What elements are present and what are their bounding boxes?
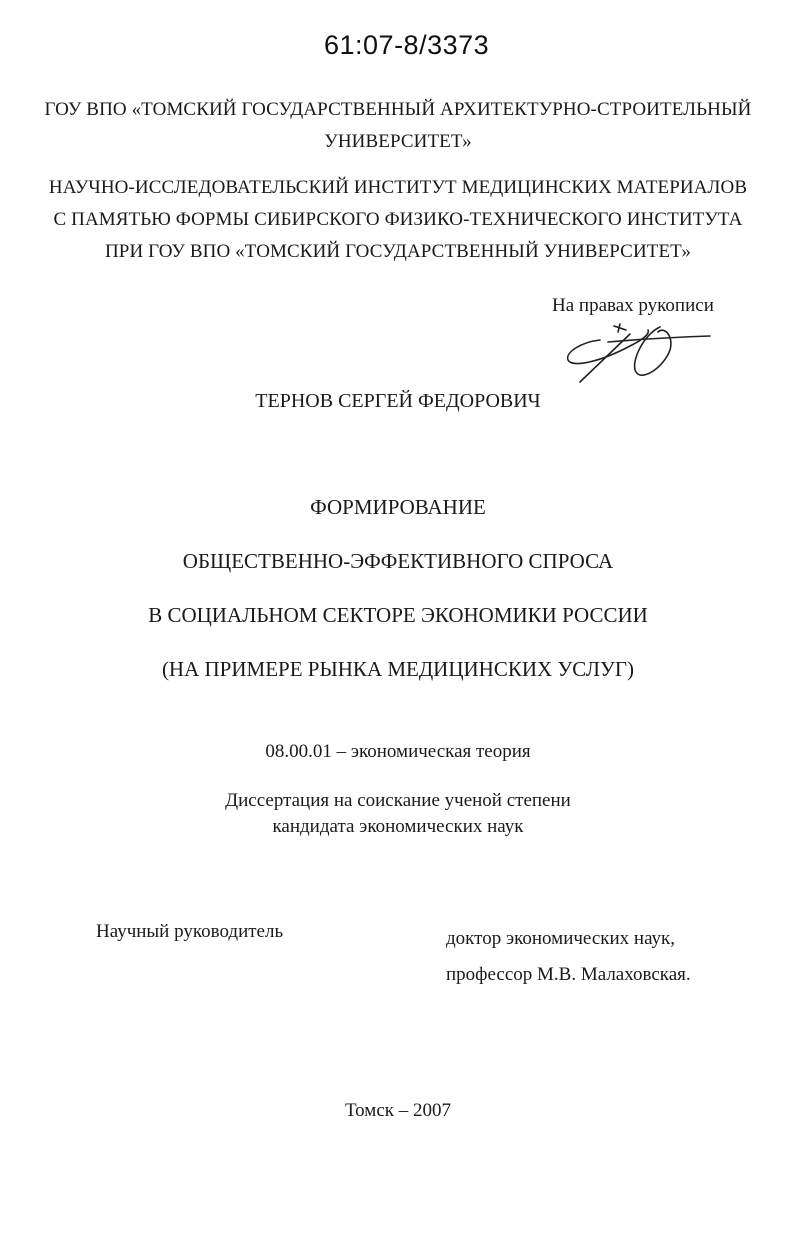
- institute-name: [0, 172, 796, 268]
- title-line-4: (НА ПРИМЕРЕ РЫНКА МЕДИЦИНСКИХ УСЛУГ): [161, 657, 635, 681]
- degree-line-1: Диссертация на соискание ученой степени: [225, 790, 571, 811]
- supervisor-label: Научный руководитель: [96, 921, 284, 942]
- city-year: Томск – 2007: [344, 1100, 451, 1121]
- handwritten-signature: [560, 312, 720, 387]
- institute-line-3: ПРИ ГОУ ВПО «ТОМСКИЙ ГОСУДАРСТВЕННЫЙ УНИВЕРСИТЕТ»: [104, 241, 692, 262]
- supervisor-degree: доктор экономических наук,: [446, 928, 676, 949]
- catalog-number: 61:07-8/3373: [324, 30, 490, 60]
- institute-line-1: НАУЧНО-ИССЛЕДОВАТЕЛЬСКИЙ ИНСТИТУТ МЕДИЦИНСКИХ МАТЕРИАЛОВ: [48, 177, 748, 198]
- dissertation-title: [0, 480, 796, 696]
- title-line-2: ОБЩЕСТВЕННО-ЭФФЕКТИВНОГО СПРОСА: [182, 549, 614, 573]
- university-line-2: УНИВЕРСИТЕТ»: [324, 131, 472, 152]
- title-line-1: ФОРМИРОВАНИЕ: [310, 495, 486, 519]
- university-line-1: ГОУ ВПО «ТОМСКИЙ ГОСУДАРСТВЕННЫЙ АРХИТЕКТУРНО-СТРОИТЕЛЬНЫЙ: [44, 99, 752, 120]
- supervisor-info: [446, 921, 691, 993]
- author-name: ТЕРНОВ СЕРГЕЙ ФЕДОРОВИЧ: [255, 390, 541, 412]
- institute-line-2: С ПАМЯТЬЮ ФОРМЫ СИБИРСКОГО ФИЗИКО-ТЕХНИЧЕСКОГО ИНСТИТУТА: [53, 209, 743, 230]
- degree-line-2: кандидата экономических наук: [272, 816, 524, 837]
- university-name: [0, 94, 796, 158]
- specialty-code: 08.00.01 – экономическая теория: [265, 741, 531, 762]
- degree-statement: [0, 788, 796, 840]
- title-line-3: В СОЦИАЛЬНОМ СЕКТОРЕ ЭКОНОМИКИ РОССИИ: [148, 603, 648, 627]
- supervisor-name: профессор М.В. Малаховская.: [446, 964, 691, 985]
- rights-note: На правах рукописи: [552, 295, 714, 316]
